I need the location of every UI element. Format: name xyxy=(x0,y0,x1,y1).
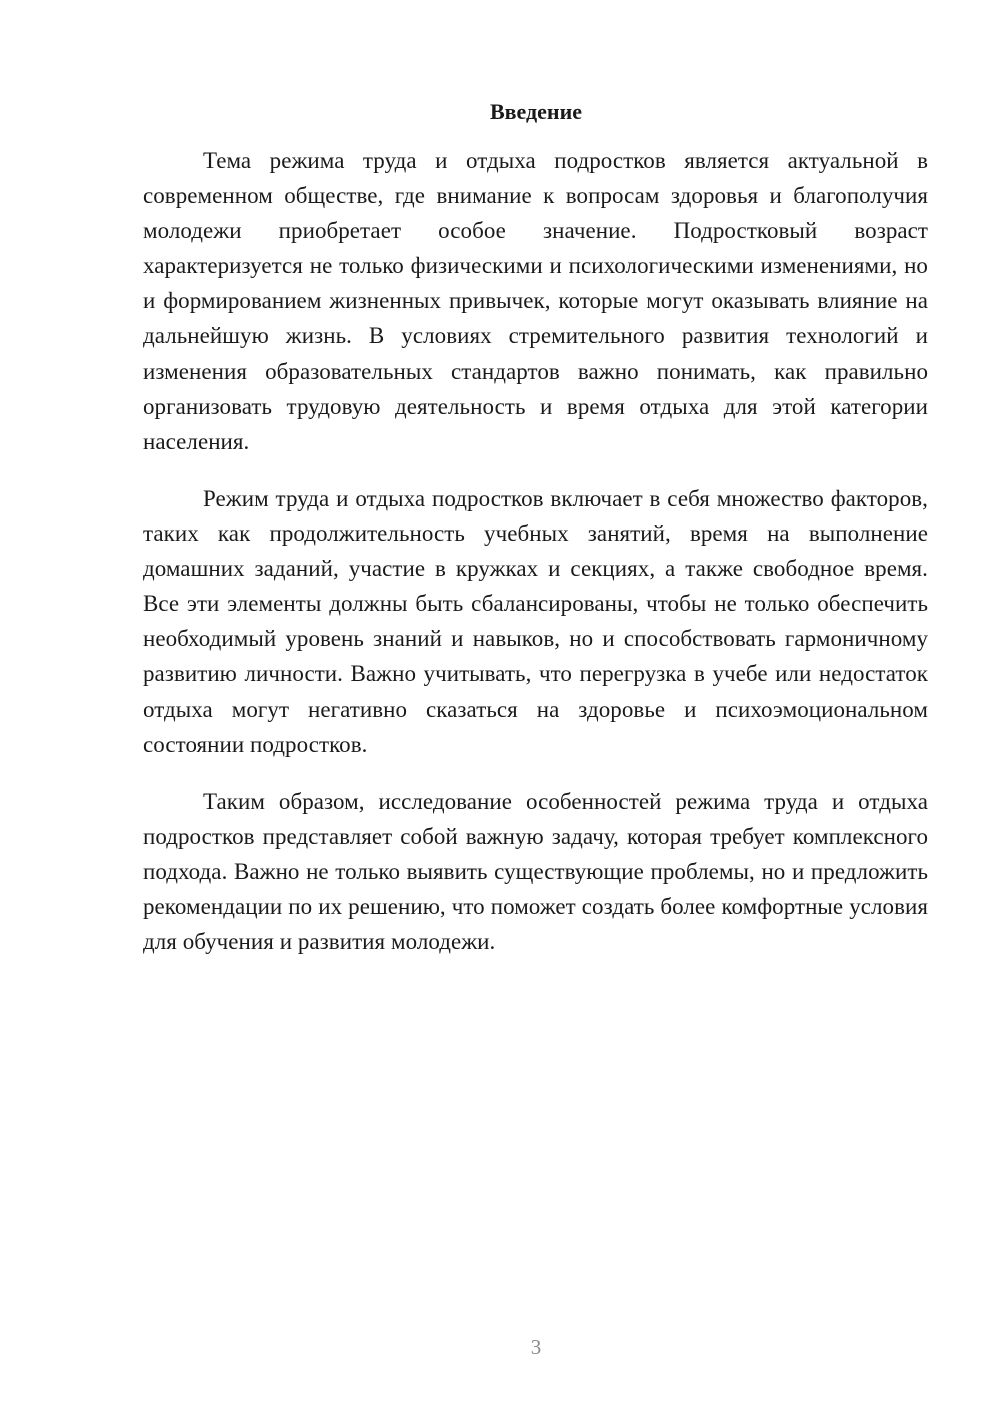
page-number: 3 xyxy=(530,1335,542,1359)
paragraph-conclusion: Таким образом, исследование особенностей режима труда и отдыха подростков представляет собой важную задачу, которая требует комплексного подхода. Важно не только выявить существующие проблемы, но и предложить рекомендации по их решению, что поможет создать более комфортные условия для обучения и развития молодежи. xyxy=(143,789,928,955)
paragraph-intro: Тема режима труда и отдыха подростков является актуальной в современном обществе, где внимание к вопросам здоровья и благополучия молодежи приобретает особое значение. Подростковый возраст характеризуется не только физическими и психологическими изменениями, но и формированием жизненных привычек, которые могут оказывать влияние на дальнейшую жизнь. В условиях стремительного развития технологий и изменения образовательных стандартов важно понимать, как правильно организовать трудовую деятельность и время отдыха для этой категории населения. xyxy=(143,148,928,454)
paragraph-factors: Режим труда и отдыха подростков включает в себя множество факторов, таких как продолжительность учебных занятий, время на выполнение домашних заданий, участие в кружках и секциях, а также свободное время. Все эти элементы должны быть сбалансированы, чтобы не только обеспечить необходимый уровень знаний и навыков, но и способствовать гармоничному развитию личности. Важно учитывать, что перегрузка в учебе или недостаток отдыха могут негативно сказаться на здоровье и психоэмоциональном состоянии подростков. xyxy=(143,486,928,757)
page-title: Введение xyxy=(489,99,583,124)
